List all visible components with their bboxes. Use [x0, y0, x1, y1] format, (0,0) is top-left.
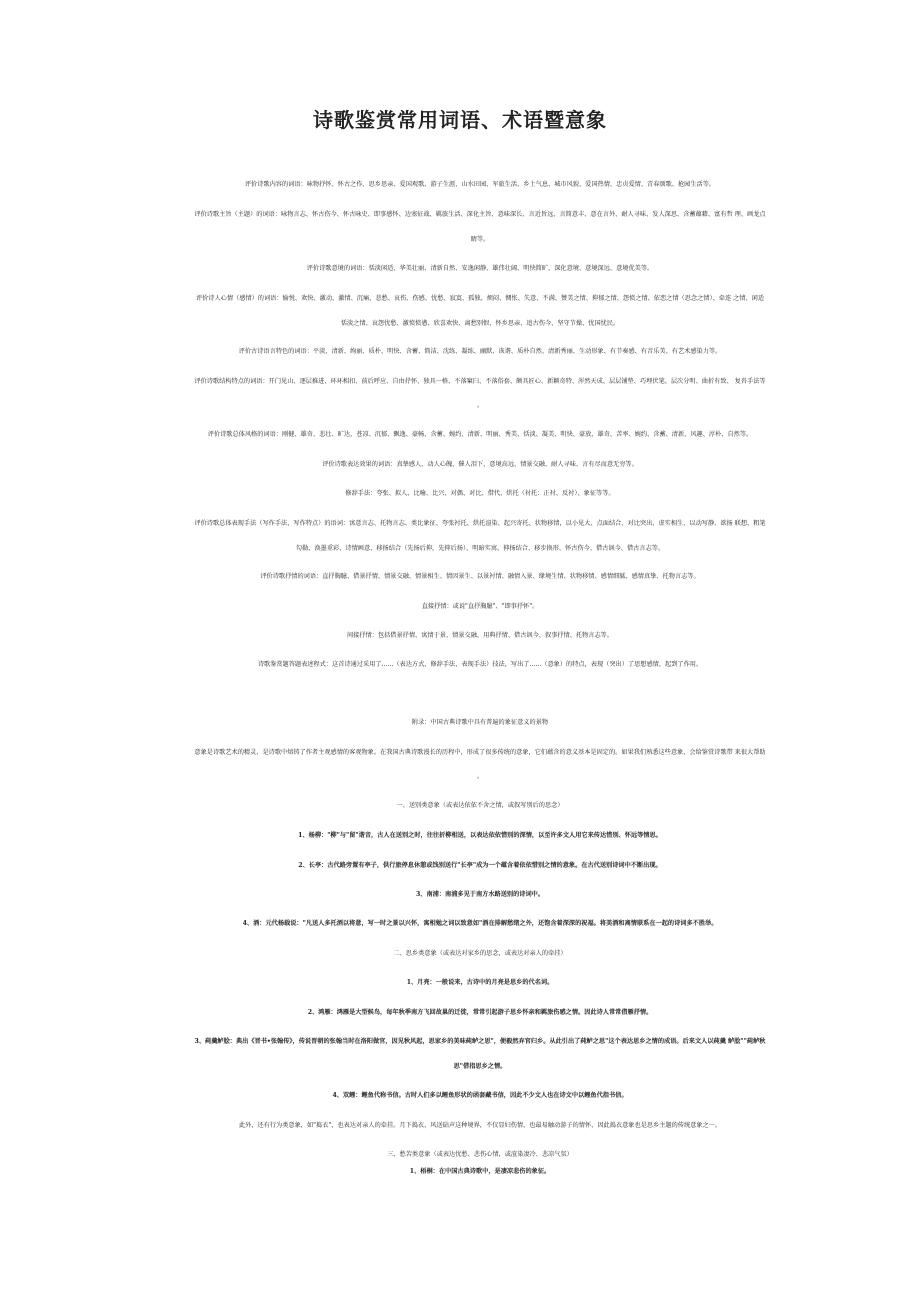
- text-line: 修辞手法：夸张、拟人、比喻、比兴、对偶、对比、借代、烘托（衬托：正衬、反衬）、象征等等。: [345, 490, 615, 497]
- text-line: 直接抒情：或说"直抒胸臆"、"即事抒怀"。: [421, 603, 539, 610]
- text-line: 睛等。: [470, 236, 490, 243]
- text-line: 评价诗歌内容的词语：咏物抒怀、怀古之作、思乡思亲、爱国观歌、游子生涯、山水田园、军旅生活、乡土气息、城市风貌、爱国热情、忠贞爱情、青春颂歌、抢园生活等。: [244, 181, 716, 188]
- text-line: 1、杨柳："柳"与"留"谐音，古人在送别之时，往往折柳相送，以表达依依惜别的深情，以至许多文人用它来传达惜别、怀远等情思。: [298, 832, 662, 839]
- text-line: 3、莼羹鲈脍：典出《晋书•张翰传》，传说晋朝的张翰当时在洛阳做官，因见秋风起，思家乡的美味莼鲈之思"，便毅然弃官归乡。从此引出了莼鲈之思"这个表达思乡之情的成语。后来文人以莼羹 鲈脍""莼鲈秋: [194, 1038, 766, 1045]
- text-line: 2、鸿雁：鸿雁是大型候鸟，每年秋季南方飞回故巢的迁徙，常常引起游子思乡怀亲和羁旅伤感之情。因此诗人常常借雁抒情。: [307, 1009, 653, 1016]
- appendix-heading: 附录：中国古典诗歌中具有普遍的象征意义的景物: [411, 719, 549, 726]
- text-line: 评价诗歌结构特点的词语：开门见山、逐层推进、环环相扣、前后呼应、自由抒怀、独具一格、不落窠臼、不落俗套、颇具匠心、新颖奇特、浑然天成、层层铺垫、巧埋伏笔、层次分明、曲折有致、 复沓手法等: [194, 378, 766, 385]
- text-line: 思"借指思乡之情。: [453, 1063, 507, 1070]
- text-line: 评价诗歌主旨（主题）的词语：咏物言志、怀古伤今、怀古咏史、即事感怀、边塞征战、羁旅生活、深化主旨、意味深长、言近旨远、言简意丰、意在言外、耐人寻味、发人深思、含蓄蕴藉、富有哲 理、画龙点: [194, 211, 766, 218]
- text-line: 评价诗歌总体风格的词语：刚健、雄奇、悲壮、旷达、苍凉、沉郁、飘逸、豪畅、含蓄、婉约、清新、明丽、秀美、恬淡、凝美、明快、豪放、雄奇、苦率、婉约、含蓄、清新、风趣、淳朴、自然等。: [207, 431, 753, 438]
- text-line: 1、月亮：一般说来，古诗中的月亮是思乡的代名词。: [406, 979, 554, 986]
- text-line: 评价古诗语言特色的词语：平淡、清新、绚丽、质朴、明快、含蓄、简洁、沈练、凝练、幽默、诙谐、质朴自然、清新秀丽、生动形象、有节奏感、有音乐美、有艺术感染力等。: [238, 348, 722, 355]
- text-line: 2、长亭：古代路旁置有亭子，供行旅停息休憩或饯别送行"长亭"成为一个蕴含着依依惜别之情的意象。在古代送别诗词中不断出现。: [298, 862, 662, 869]
- text-line: 4、酒：元代杨载说："凡送人多托酒以将意，写一时之景以兴怀，寓相勉之词以致意如"酒在排解愁绪之外，还饱含着深深的祝福。将美酒和离情联系在一起的诗词多不胜举。: [242, 920, 718, 927]
- text-line: 4、双鲤：鲤鱼代称书信。古时人们多以鲤鱼形状的函套藏书信，因此不少文人也在诗文中以鲤鱼代指书信。: [332, 1092, 628, 1099]
- text-line: 评价诗歌表达效果的词语：真挚感人、动人心魄、催人泪下、意境高远、情景交融、耐人寻味、言有尽而意无穷等。: [322, 461, 638, 468]
- text-line: 1、梧桐：在中国古典诗歌中，是凄凉悲伤的象征。: [409, 1168, 551, 1175]
- text-line: 评价诗歌总体表现手法（写作手法，写作特点）的语词：寓意言志、托物言志、类比象征、夸张衬托、烘托渲染、起兴寄托、状物移情，以小见大、点面结合、对比突出、虚实相生、以动写静、欲扬 联想、粗笔: [194, 520, 766, 527]
- text-line: 诗歌鉴赏题答题表述程式：这首诗通过采用了......（表达方式，修辞手法，表现手法）技法，写出了......（意象）的特点，表现（突出）了思想感情，起到了作用。: [257, 661, 703, 668]
- section-heading: 三、愁苦类意象（或表达忧愁、悲伤心情，或渲染凄冷、悲凉气氛）: [387, 1151, 573, 1158]
- text-line: 恬淡之情、哀怨忧愁、激愤愤懑、欣喜欢快、离愁别恨、怀乡思亲、追古伤今、坚守节操、忧国忧民。: [340, 320, 620, 327]
- text-line: 间接抒情：包括借景抒情、寓情于景、情景交融、用典抒情、借古讽今、叙事抒情、托物言志等。: [346, 632, 614, 639]
- text-line: 评价诗歌抒情的词语：直抒胸臆、借景抒情、情景交融、情景相生、情因景生、以景衬情、融情入景、缘境生情、状物移情、感情细腻、感情真挚、托物言志等。: [260, 573, 700, 580]
- section-heading: 二、思乡类意象（或表达对家乡的思念，或表达对亲人的牵挂）: [393, 950, 567, 957]
- section-heading: 一、送别类意象（或表达依依不舍之情，或叙写别后的思念）: [396, 802, 564, 809]
- text-line: 。: [476, 402, 484, 409]
- text-line: 。: [476, 773, 484, 780]
- text-line: 评价诗人心情（感情）的词语：愉悦、欢快、激动、激情、沉痛、悲愁、哀伤、伤感、忧愁、寂寞、孤独、烦闷、惆怅、失意、不满、赞美之情、抑郁之情、怨愤之情、依恋之情（思念之情）、牵连 之情、闲适: [195, 295, 765, 302]
- text-line: 勾勒、涣墨重彩、诗情画意、移扬结合（先扬后抑，先抑后扬）、明暗实寓、抑扬结合、移步换形、怀古伤今、借古讽今、借古言志等。: [295, 545, 665, 552]
- text-line: 评价诗歌意境的词语：恬淡闲适、华美壮丽、清新自然、安逸闲静、雄伟壮阔、明快简旷、深化意境、意境深远、意境优美等。: [306, 265, 654, 272]
- text-line: 意象是诗歌艺术的精灵，是诗歌中熔铸了作者主观感情的客观物象。在我国古典诗歌漫长的历程中，形成了很多传统的意象，它们蕴含的意义基本是固定的。如果我们熟悉这些意象，会给鉴赏诗歌带 来很大帮助: [194, 749, 766, 756]
- text-line: 此外，还有行为类意象，如"捣衣"，也表达对亲人的牵挂。月下捣衣，风送砧声这种境界，不仅显妇伤情，也最易触动游子的情怀，因此捣衣意象也是思乡主题的传统意象之一。: [238, 1122, 722, 1129]
- document-title: 诗歌鉴赏常用词语、术语暨意象: [313, 108, 607, 132]
- text-line: 3、南浦：南浦多见于南方水路送别的诗词中。: [415, 891, 545, 898]
